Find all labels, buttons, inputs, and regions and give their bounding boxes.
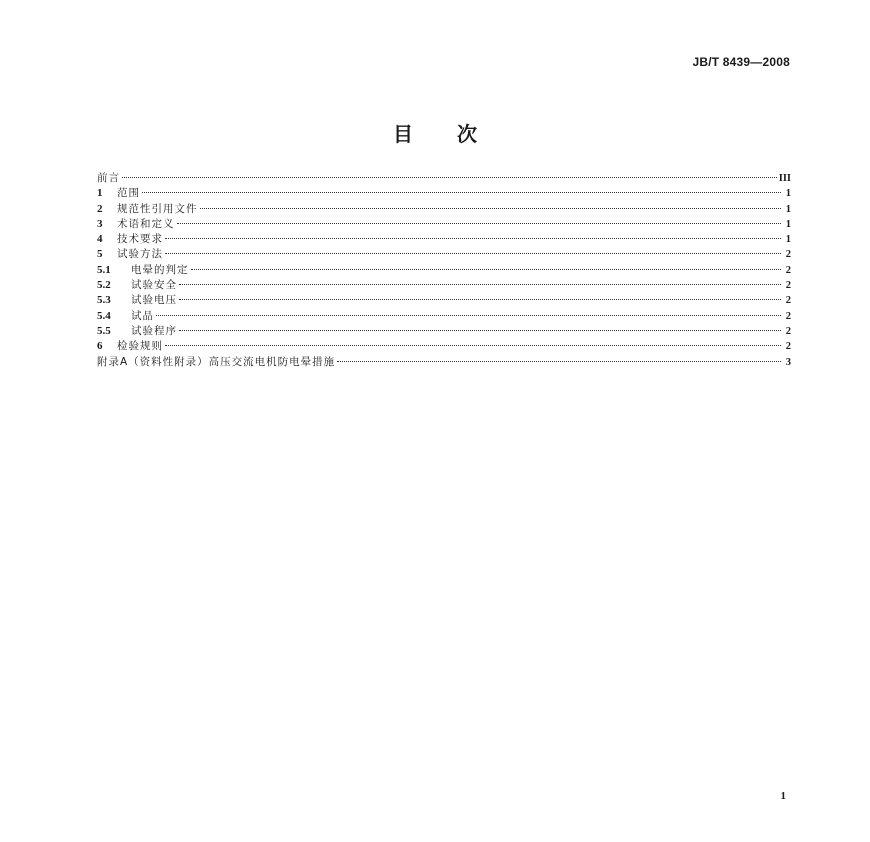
toc-dot-leader: [165, 253, 781, 254]
toc-entry[interactable]: [97, 324, 791, 339]
toc-entry-label: 电晕的判定: [131, 263, 189, 276]
toc-entry[interactable]: [97, 263, 791, 278]
toc-dot-leader: [179, 330, 781, 331]
toc-entry-page: 2: [785, 341, 791, 353]
toc-entry-label: 试验电压: [131, 294, 177, 307]
toc-entry-page: 2: [785, 249, 791, 261]
toc-entry-number: 1: [97, 187, 103, 200]
toc-dot-leader: [337, 361, 781, 362]
toc-entry-number: 5.4: [97, 309, 111, 322]
toc-dot-leader: [200, 208, 782, 209]
toc-entry-page: 3: [785, 356, 791, 368]
toc-dot-leader: [191, 269, 782, 270]
toc-entry-label: 技术要求: [117, 233, 163, 246]
toc-entry-label: 前言: [97, 172, 120, 184]
toc-dot-leader: [179, 284, 781, 285]
toc-dot-leader: [179, 299, 781, 300]
toc-entry-page: 2: [785, 280, 791, 292]
toc-entry-page: 1: [785, 218, 791, 230]
toc-dot-leader: [177, 223, 782, 224]
toc-dot-leader: [165, 345, 781, 346]
toc-dot-leader: [122, 177, 777, 178]
toc-entry[interactable]: [97, 171, 791, 186]
toc-entry-page: 1: [785, 188, 791, 200]
toc-entry[interactable]: [97, 293, 791, 308]
toc-entry[interactable]: [97, 186, 791, 201]
toc-entry[interactable]: [97, 202, 791, 217]
toc-entry-number: 5.3: [97, 294, 111, 307]
toc-entry-number: 5.2: [97, 279, 111, 292]
toc-entry-page: 2: [785, 310, 791, 322]
toc-entry-page: 2: [785, 325, 791, 337]
toc-entry-label: 术语和定义: [117, 217, 175, 230]
page-title: 目次: [393, 122, 521, 146]
toc-entry-number: 2: [97, 202, 103, 215]
toc-entry[interactable]: [97, 278, 791, 293]
toc-entry-label: 检验规则: [117, 340, 163, 353]
toc-entry-page: III: [778, 173, 791, 184]
toc-entry[interactable]: [97, 217, 791, 232]
toc-entry-page: 1: [785, 203, 791, 215]
toc-dot-leader: [156, 315, 781, 316]
toc-entry-page: 2: [785, 264, 791, 276]
toc-entry[interactable]: [97, 309, 791, 324]
toc-entry-label: 试验安全: [131, 279, 177, 292]
toc-entry-number: 6: [97, 340, 103, 353]
toc-entry-page: 1: [785, 234, 791, 246]
toc-entry-label: 附录A（资料性附录）高压交流电机防电晕措施: [97, 355, 336, 368]
toc-entry-label: 试验程序: [131, 324, 177, 337]
page-number: 1: [780, 790, 786, 802]
toc-entry[interactable]: [97, 247, 791, 262]
toc-entry-label: 试品: [131, 309, 154, 322]
toc-entry-label: 试验方法: [117, 248, 163, 261]
toc-entry[interactable]: [97, 232, 791, 247]
toc-entry-number: 5: [97, 248, 103, 261]
toc-entry-number: 5.5: [97, 324, 111, 337]
toc-entry-number: 4: [97, 233, 103, 246]
toc-entry-number: 5.1: [97, 263, 111, 276]
toc-dot-leader: [165, 238, 781, 239]
toc-entry-page: 2: [785, 295, 791, 307]
toc-entry-label: 范围: [117, 187, 140, 200]
toc-entry-number: 3: [97, 217, 103, 230]
toc-entry[interactable]: [97, 339, 791, 354]
toc-dot-leader: [142, 192, 781, 193]
table-of-contents: [97, 171, 791, 370]
standard-number: JB/T 8439—2008: [692, 55, 790, 69]
toc-entry-label: 规范性引用文件: [117, 202, 198, 215]
toc-entry[interactable]: [97, 355, 791, 370]
